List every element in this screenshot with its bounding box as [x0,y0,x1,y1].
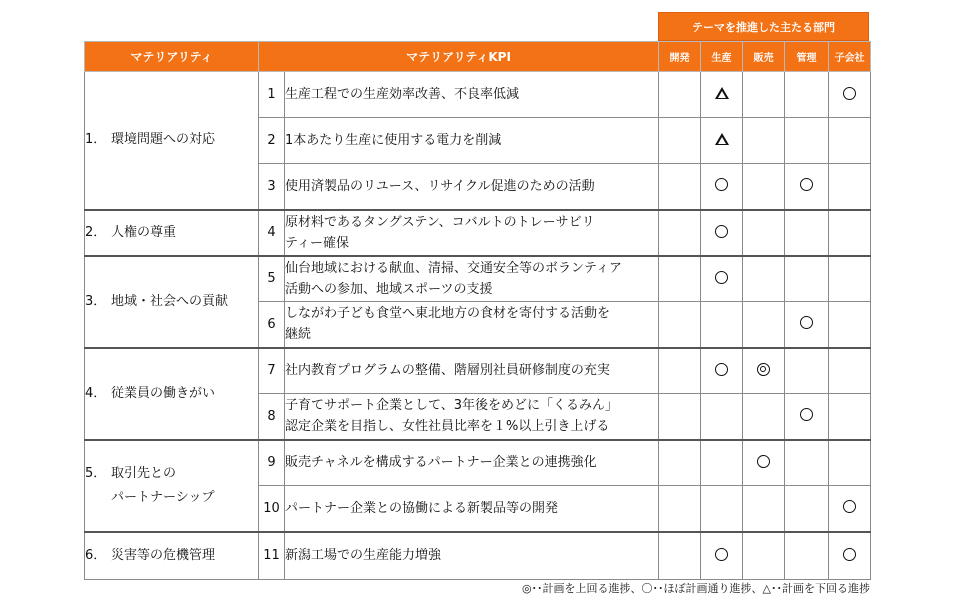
kpi-description-line: 1本あたり生産に使用する電力を削減 [285,133,502,148]
mark-cell-administration [785,532,829,580]
materiality-number: 3． [85,293,107,309]
circle-icon [715,548,728,561]
kpi-description [285,440,659,486]
kpi-description [285,118,659,164]
table-body [85,72,871,580]
kpi-number: 9 [259,440,285,486]
materiality-label [111,128,215,152]
materiality-cell [85,532,259,580]
kpi-description-line: 新潟工場での生産能力増強 [285,548,442,564]
kpi-number: 10 [259,486,285,532]
mark-cell-development [659,72,701,118]
materiality-kpi-table [84,41,871,580]
header-dept-development: 開発 [659,42,701,72]
kpi-description [285,256,659,302]
mark-cell-development [659,256,701,302]
kpi-description-line: 仙台地域における献血、清掃、交通安全等のボランティア [285,260,622,276]
materiality-cell [85,210,259,256]
mark-cell-sales [743,72,785,118]
mark-cell-development [659,394,701,440]
materiality-label-line: パートナーシップ [111,489,215,505]
kpi-description-line: パートナー企業との協働による新製品等の開発 [285,500,559,516]
mark-cell-subsidiary [829,302,871,348]
table-header-row [85,42,871,72]
header-materiality: マテリアリティ [85,42,259,72]
mark-cell-administration [785,348,829,394]
circle-icon [715,225,728,238]
triangle-icon [715,133,729,145]
mark-cell-sales [743,302,785,348]
table-row [85,348,871,394]
circle-icon [843,500,856,513]
mark-cell-production [701,118,743,164]
circle-icon [843,548,856,561]
kpi-description-line: ティー確保 [285,235,349,251]
mark-cell-production [701,348,743,394]
kpi-number: 7 [259,348,285,394]
header-dept-production: 生産 [701,42,743,72]
mark-cell-sales [743,210,785,256]
mark-cell-subsidiary [829,532,871,580]
kpi-number: 8 [259,394,285,440]
mark-cell-production [701,256,743,302]
kpi-number: 6 [259,302,285,348]
materiality-label-line: 取引先との [111,465,177,481]
kpi-description [285,348,659,394]
kpi-description [285,72,659,118]
mark-cell-sales [743,532,785,580]
mark-cell-production [701,72,743,118]
kpi-number: 1 [259,72,285,118]
mark-cell-subsidiary [829,72,871,118]
mark-cell-administration [785,210,829,256]
mark-cell-subsidiary [829,256,871,302]
table-row [85,256,871,302]
mark-cell-sales [743,118,785,164]
mark-cell-development [659,302,701,348]
kpi-description-line: 活動への参加、地域スポーツの支援 [285,281,493,297]
table-row [85,440,871,486]
mark-cell-administration [785,72,829,118]
materiality-cell [85,440,259,532]
materiality-number: 2． [85,224,107,240]
mark-cell-development [659,118,701,164]
materiality-label-line: 人権の尊重 [111,224,177,240]
kpi-description [285,302,659,348]
materiality-label [111,221,176,245]
mark-cell-subsidiary [829,394,871,440]
materiality-cell [85,348,259,440]
mark-cell-development [659,486,701,532]
table-row [85,72,871,118]
kpi-description-line: 原材料であるタングステン、コバルトのトレーサビリ [285,214,595,230]
header-dept-sales: 販売 [743,42,785,72]
mark-cell-administration [785,302,829,348]
mark-cell-sales [743,256,785,302]
materiality-cell [85,256,259,348]
materiality-number: 1． [85,132,107,148]
kpi-description [285,394,659,440]
mark-cell-administration [785,164,829,210]
mark-cell-sales [743,486,785,532]
mark-cell-production [701,164,743,210]
mark-cell-development [659,532,701,580]
mark-cell-subsidiary [829,118,871,164]
table-row [85,210,871,256]
mark-cell-subsidiary [829,164,871,210]
department-group-header: テーマを推進した主たる部門 [658,12,869,41]
materiality-number: 4． [85,385,107,401]
mark-cell-administration [785,394,829,440]
kpi-description [285,164,659,210]
mark-cell-production [701,440,743,486]
table-row [85,532,871,580]
kpi-description [285,210,659,256]
kpi-number: 3 [259,164,285,210]
materiality-label [111,382,215,406]
materiality-label-line: 災害等の危機管理 [111,547,216,563]
mark-cell-administration [785,256,829,302]
mark-cell-administration [785,486,829,532]
materiality-label [111,544,215,568]
materiality-label-line: 従業員の働きがい [111,385,216,401]
kpi-description [285,532,659,580]
materiality-number: 5． [85,465,107,481]
materiality-label-line: 地域・社会への貢献 [111,293,229,309]
circle-icon [800,408,813,421]
mark-cell-subsidiary [829,348,871,394]
kpi-number: 5 [259,256,285,302]
mark-cell-sales [743,164,785,210]
materiality-label [111,290,228,314]
kpi-description [285,486,659,532]
mark-cell-development [659,210,701,256]
circle-icon [757,455,770,468]
mark-cell-production [701,210,743,256]
circle-icon [715,363,728,376]
mark-cell-sales [743,394,785,440]
circle-icon [715,271,728,284]
mark-cell-subsidiary [829,210,871,256]
header-kpi: マテリアリティKPI [259,42,659,72]
mark-cell-production [701,302,743,348]
double-circle-icon [757,363,770,376]
triangle-icon [715,87,729,99]
mark-cell-sales [743,348,785,394]
mark-cell-production [701,532,743,580]
kpi-description-line: 継続 [285,327,312,343]
legend: ◎･･計画を上回る進捗、〇･･ほぼ計画通り進捗、△･･計画を下回る進捗 [521,582,870,595]
materiality-cell [85,72,259,210]
kpi-description-line: 子育てサポート企業として、3年後をめどに「くるみん」 [285,398,619,414]
mark-cell-production [701,394,743,440]
circle-icon [843,87,856,100]
kpi-number: 4 [259,210,285,256]
kpi-description-line: 使用済製品のリユース、リサイクル促進のための活動 [285,178,595,194]
kpi-description-line: 認定企業を目指し、女性社員比率を１%以上引き上げる [285,419,610,435]
mark-cell-administration [785,118,829,164]
header-dept-administration: 管理 [785,42,829,72]
mark-cell-development [659,440,701,486]
kpi-description-line: 販売チャネルを構成するパートナー企業との連携強化 [285,455,597,471]
header-dept-subsidiary: 子会社 [829,42,871,72]
mark-cell-subsidiary [829,440,871,486]
materiality-number: 6． [85,547,107,563]
kpi-description-line: 社内教育プログラムの整備、階層別社員研修制度の充実 [285,363,610,379]
circle-icon [800,178,813,191]
circle-icon [800,316,813,329]
mark-cell-sales [743,440,785,486]
materiality-label [111,462,214,510]
mark-cell-production [701,486,743,532]
mark-cell-development [659,164,701,210]
circle-icon [715,178,728,191]
kpi-number: 2 [259,118,285,164]
mark-cell-subsidiary [829,486,871,532]
mark-cell-administration [785,440,829,486]
mark-cell-development [659,348,701,394]
kpi-description-line: しながわ子ども食堂へ東北地方の食材を寄付する活動を [285,306,611,322]
kpi-number: 11 [259,532,285,580]
materiality-label-line: 環境問題への対応 [111,132,216,148]
kpi-description-line: 生産工程での生産効率改善、不良率低減 [285,87,520,102]
